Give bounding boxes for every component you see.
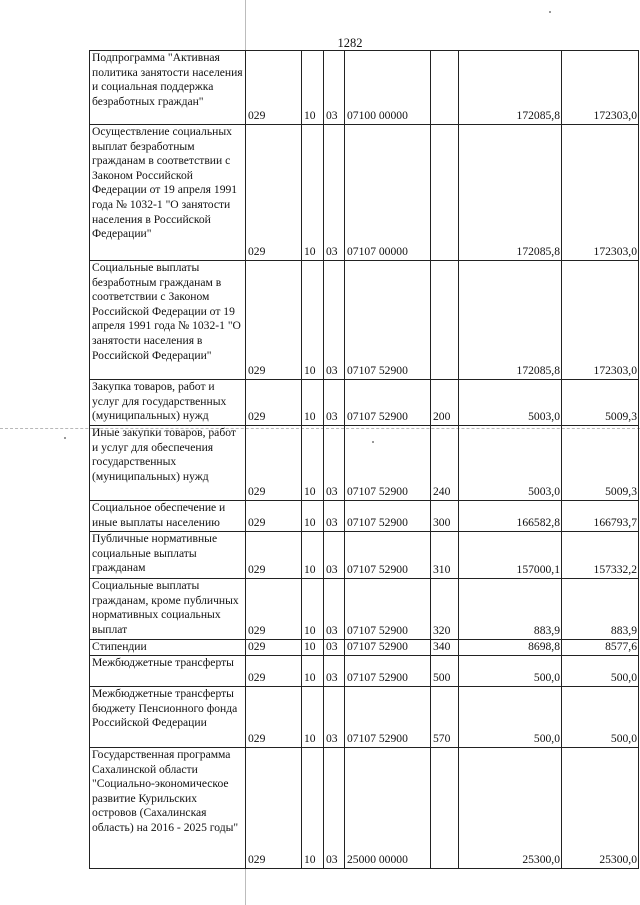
target-article-code: 07107 52900 <box>345 380 431 426</box>
expense-type-code: 500 <box>431 656 459 687</box>
ministry-code: 029 <box>246 426 302 501</box>
section-code: 10 <box>302 51 324 125</box>
subsection-code: 03 <box>324 687 345 748</box>
table-row <box>90 380 639 426</box>
section-code: 10 <box>302 261 324 380</box>
target-article-code: 25000 00000 <box>345 748 431 869</box>
table-row <box>90 748 639 869</box>
section-code: 10 <box>302 656 324 687</box>
row-name: Социальные выплаты безработным гражданам в соответствии с Законом Российской Федерации от 19 апреля 1991 года № 1032-1 "О занятости населения в Российской Федерации" <box>90 261 246 380</box>
amount-year-1: 172085,8 <box>459 51 562 125</box>
scan-speck <box>64 437 66 439</box>
amount-year-2: 172303,0 <box>562 125 639 261</box>
ministry-code: 029 <box>246 380 302 426</box>
amount-year-1: 5003,0 <box>459 380 562 426</box>
expense-type-code: 310 <box>431 532 459 579</box>
target-article-code: 07107 52900 <box>345 687 431 748</box>
table-row <box>90 579 639 640</box>
expense-type-code <box>431 748 459 869</box>
subsection-code: 03 <box>324 261 345 380</box>
row-name: Межбюджетные трансферты бюджету Пенсионного фонда Российской Федерации <box>90 687 246 748</box>
amount-year-1: 883,9 <box>459 579 562 640</box>
target-article-code: 07107 52900 <box>345 640 431 656</box>
subsection-code: 03 <box>324 579 345 640</box>
target-article-code: 07107 52900 <box>345 501 431 532</box>
section-code: 10 <box>302 426 324 501</box>
amount-year-2: 172303,0 <box>562 51 639 125</box>
amount-year-2: 883,9 <box>562 579 639 640</box>
ministry-code: 029 <box>246 640 302 656</box>
amount-year-2: 25300,0 <box>562 748 639 869</box>
section-code: 10 <box>302 532 324 579</box>
row-name: Стипендии <box>90 640 246 656</box>
expense-type-code: 320 <box>431 579 459 640</box>
table-row <box>90 640 639 656</box>
page-number: 1282 <box>337 36 363 50</box>
subsection-code: 03 <box>324 532 345 579</box>
row-name: Межбюджетные трансферты <box>90 656 246 687</box>
row-name: Социальное обеспечение и иные выплаты населению <box>90 501 246 532</box>
amount-year-2: 500,0 <box>562 687 639 748</box>
expense-type-code: 240 <box>431 426 459 501</box>
amount-year-1: 172085,8 <box>459 261 562 380</box>
target-article-code: 07100 00000 <box>345 51 431 125</box>
subsection-code: 03 <box>324 748 345 869</box>
table-row <box>90 501 639 532</box>
target-article-code: 07107 52900 <box>345 532 431 579</box>
section-code: 10 <box>302 640 324 656</box>
budget-table <box>89 50 639 869</box>
target-article-code: 07107 52900 <box>345 261 431 380</box>
subsection-code: 03 <box>324 656 345 687</box>
section-code: 10 <box>302 687 324 748</box>
section-code: 10 <box>302 579 324 640</box>
amount-year-2: 172303,0 <box>562 261 639 380</box>
section-code: 10 <box>302 748 324 869</box>
ministry-code: 029 <box>246 687 302 748</box>
expense-type-code: 300 <box>431 501 459 532</box>
expense-type-code: 200 <box>431 380 459 426</box>
section-code: 10 <box>302 380 324 426</box>
expense-type-code <box>431 261 459 380</box>
amount-year-2: 500,0 <box>562 656 639 687</box>
subsection-code: 03 <box>324 501 345 532</box>
ministry-code: 029 <box>246 656 302 687</box>
amount-year-1: 166582,8 <box>459 501 562 532</box>
ministry-code: 029 <box>246 51 302 125</box>
amount-year-2: 5009,3 <box>562 380 639 426</box>
table-row <box>90 532 639 579</box>
subsection-code: 03 <box>324 640 345 656</box>
row-name: Подпрограмма "Активная политика занятости населения и социальная поддержка безработных граждан" <box>90 51 246 125</box>
amount-year-1: 8698,8 <box>459 640 562 656</box>
section-code: 10 <box>302 125 324 261</box>
row-name: Иные закупки товаров, работ и услуг для обеспечения государственных (муниципальных) нужд <box>90 426 246 501</box>
row-name: Закупка товаров, работ и услуг для государственных (муниципальных) нужд <box>90 380 246 426</box>
amount-year-2: 166793,7 <box>562 501 639 532</box>
table-row <box>90 687 639 748</box>
subsection-code: 03 <box>324 125 345 261</box>
subsection-code: 03 <box>324 51 345 125</box>
target-article-code: 07107 52900 <box>345 426 431 501</box>
table-row <box>90 51 639 125</box>
amount-year-2: 8577,6 <box>562 640 639 656</box>
expense-type-code: 340 <box>431 640 459 656</box>
row-name: Государственная программа Сахалинской области "Социально-экономическое развитие Курильских островов (Сахалинская область) на 2016 - 2025 годы" <box>90 748 246 869</box>
amount-year-1: 500,0 <box>459 656 562 687</box>
amount-year-2: 5009,3 <box>562 426 639 501</box>
ministry-code: 029 <box>246 579 302 640</box>
scan-speck <box>549 11 551 13</box>
expense-type-code: 570 <box>431 687 459 748</box>
row-name: Публичные нормативные социальные выплаты гражданам <box>90 532 246 579</box>
subsection-code: 03 <box>324 380 345 426</box>
ministry-code: 029 <box>246 748 302 869</box>
ministry-code: 029 <box>246 501 302 532</box>
ministry-code: 029 <box>246 261 302 380</box>
amount-year-1: 5003,0 <box>459 426 562 501</box>
amount-year-2: 157332,2 <box>562 532 639 579</box>
table-row <box>90 261 639 380</box>
target-article-code: 07107 52900 <box>345 656 431 687</box>
amount-year-1: 172085,8 <box>459 125 562 261</box>
expense-type-code <box>431 125 459 261</box>
row-name: Осуществление социальных выплат безработным гражданам в соответствии с Законом Российской Федерации от 19 апреля 1991 года № 1032-1 "О занятости населения в Российской Федерации" <box>90 125 246 261</box>
table-row <box>90 426 639 501</box>
expense-type-code <box>431 51 459 125</box>
target-article-code: 07107 00000 <box>345 125 431 261</box>
row-name: Социальные выплаты гражданам, кроме публичных нормативных социальных выплат <box>90 579 246 640</box>
target-article-code: 07107 52900 <box>345 579 431 640</box>
table-row <box>90 656 639 687</box>
amount-year-1: 500,0 <box>459 687 562 748</box>
table-row <box>90 125 639 261</box>
amount-year-1: 25300,0 <box>459 748 562 869</box>
subsection-code: 03 <box>324 426 345 501</box>
section-code: 10 <box>302 501 324 532</box>
amount-year-1: 157000,1 <box>459 532 562 579</box>
ministry-code: 029 <box>246 532 302 579</box>
ministry-code: 029 <box>246 125 302 261</box>
